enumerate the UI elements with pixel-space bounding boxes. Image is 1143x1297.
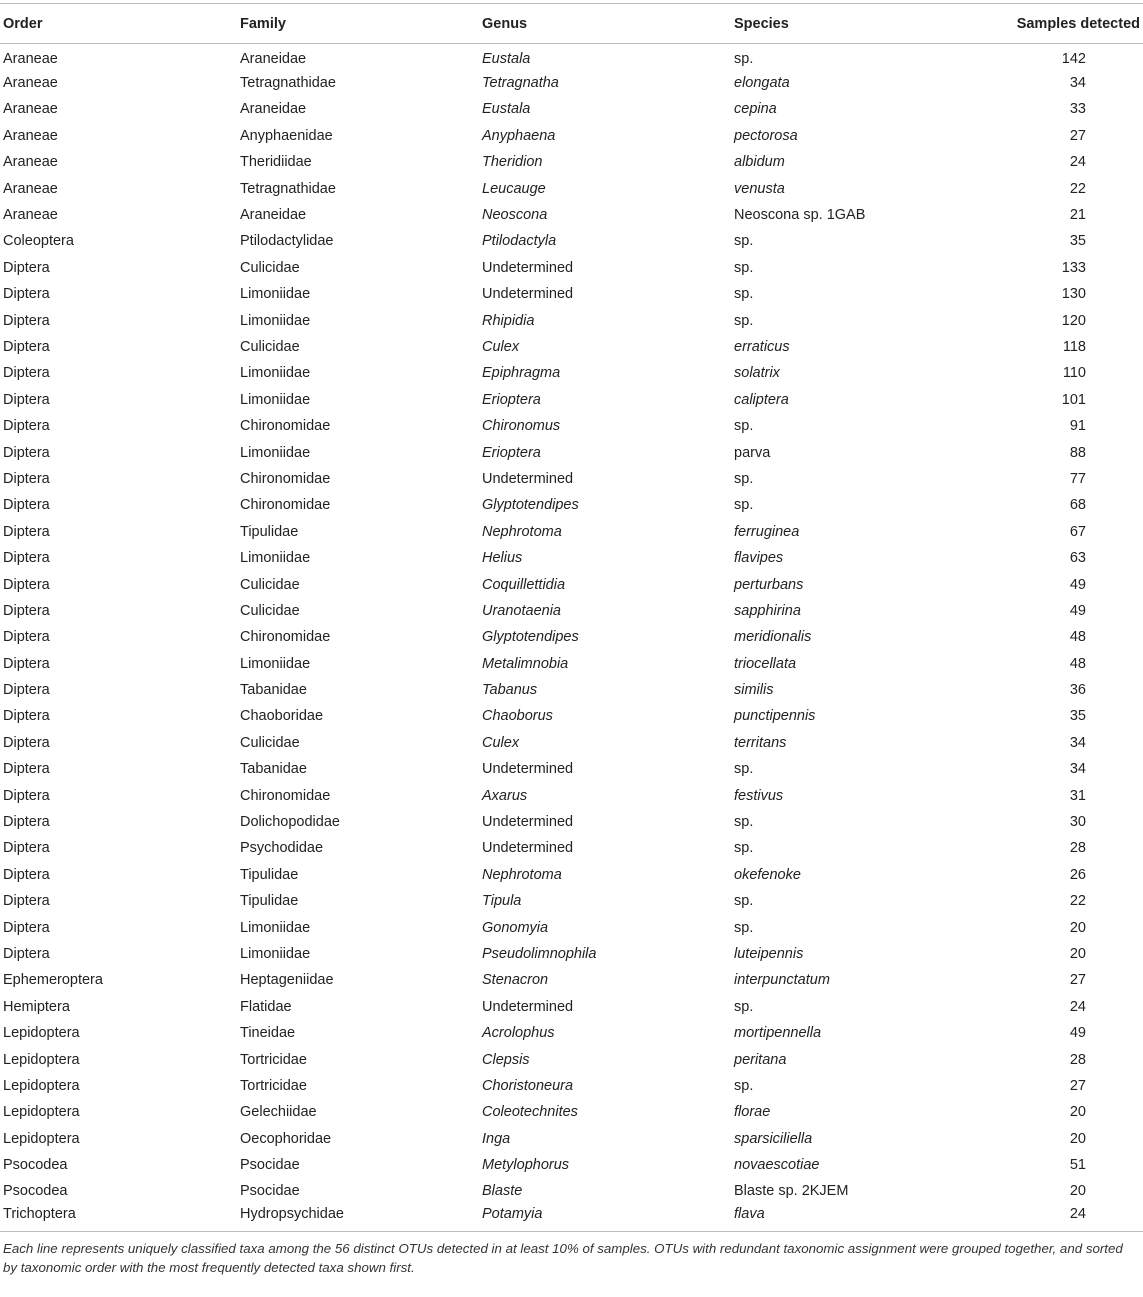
cell-family: Psychodidae (240, 840, 324, 857)
cell-species: sp. (734, 1077, 754, 1094)
table-row (0, 466, 1143, 492)
cell-family: Ptilodactylidae (240, 233, 334, 250)
cell-order: Diptera (3, 945, 50, 962)
cell-family: Tipulidae (240, 893, 299, 910)
cell-genus: Clepsis (482, 1051, 530, 1068)
table-row (0, 835, 1143, 861)
table-row (0, 44, 1143, 70)
cell-order: Araneae (3, 101, 58, 118)
cell-species: flava (734, 1205, 765, 1222)
cell-species: sp. (734, 259, 754, 276)
cell-order: Diptera (3, 312, 50, 329)
cell-genus: Chaoborus (482, 708, 553, 725)
cell-samples-detected: 51 (1069, 1157, 1086, 1174)
cell-order: Diptera (3, 523, 50, 540)
table-row (0, 96, 1143, 122)
cell-family: Limoniidae (240, 365, 311, 382)
cell-samples-detected: 142 (1061, 51, 1086, 68)
table-row (0, 281, 1143, 307)
cell-species: sparsiciliella (734, 1130, 813, 1147)
header-order: Order (3, 15, 43, 32)
cell-order: Diptera (3, 497, 50, 514)
table-row (0, 862, 1143, 888)
cell-species: sp. (734, 840, 754, 857)
table-row (0, 123, 1143, 149)
cell-order: Diptera (3, 840, 50, 857)
cell-genus: Tipula (482, 893, 522, 910)
cell-species: interpunctatum (734, 972, 830, 989)
cell-genus: Choristoneura (482, 1077, 574, 1094)
table-row (0, 1152, 1143, 1178)
cell-samples-detected: 20 (1069, 945, 1086, 962)
cell-genus: Eustala (482, 51, 531, 68)
cell-samples-detected: 110 (1062, 365, 1086, 382)
cell-samples-detected: 30 (1069, 814, 1086, 831)
cell-species: caliptera (734, 391, 789, 408)
cell-genus: Erioptera (482, 391, 541, 408)
header-genus: Genus (482, 15, 528, 32)
cell-family: Tortricidae (240, 1077, 307, 1094)
table-row (0, 1099, 1143, 1125)
cell-species: flavipes (734, 550, 784, 567)
table-row (0, 439, 1143, 465)
cell-family: Theridiidae (240, 154, 312, 171)
cell-species: florae (734, 1104, 771, 1121)
cell-samples-detected: 101 (1061, 391, 1086, 408)
cell-order: Araneae (3, 180, 58, 197)
cell-species: luteipennis (734, 945, 804, 962)
cell-order: Diptera (3, 787, 50, 804)
cell-species: sp. (734, 497, 754, 514)
cell-species: solatrix (734, 365, 780, 382)
table-row (0, 1126, 1143, 1152)
header-family: Family (240, 15, 286, 32)
cell-family: Chironomidae (240, 629, 331, 646)
cell-family: Culicidae (240, 576, 300, 593)
table-row (0, 941, 1143, 967)
cell-genus: Chironomus (482, 418, 561, 435)
cell-order: Diptera (3, 576, 50, 593)
cell-species: sp. (734, 470, 754, 487)
cell-genus: Ptilodactyla (482, 233, 557, 250)
cell-family: Oecophoridae (240, 1130, 332, 1147)
cell-genus: Metylophorus (482, 1157, 570, 1174)
cell-family: Tipulidae (240, 523, 299, 540)
table-row (0, 1073, 1143, 1099)
cell-samples-detected: 36 (1069, 682, 1086, 699)
cell-samples-detected: 34 (1069, 75, 1086, 92)
table-row (0, 545, 1143, 571)
cell-species: sp. (734, 919, 754, 936)
cell-family: Limoniidae (240, 286, 311, 303)
cell-species: erraticus (734, 338, 790, 355)
cell-family: Tabanidae (240, 682, 307, 699)
cell-samples-detected: 48 (1069, 629, 1086, 646)
cell-genus: Neoscona (482, 207, 548, 224)
cell-family: Tineidae (240, 1025, 296, 1042)
cell-family: Gelechiidae (240, 1104, 317, 1121)
cell-genus: Culex (482, 338, 520, 355)
cell-samples-detected: 24 (1069, 1205, 1086, 1222)
cell-genus: Blaste (482, 1183, 523, 1200)
cell-genus: Tetragnatha (482, 75, 559, 92)
cell-genus: Glyptotendipes (482, 629, 579, 646)
cell-samples-detected: 49 (1069, 576, 1086, 593)
cell-family: Tortricidae (240, 1051, 307, 1068)
cell-order: Diptera (3, 629, 50, 646)
cell-genus: Pseudolimnophila (482, 945, 597, 962)
cell-genus: Nephrotoma (482, 523, 562, 540)
cell-order: Diptera (3, 682, 50, 699)
cell-genus: Tabanus (482, 682, 538, 699)
cell-family: Limoniidae (240, 550, 311, 567)
cell-family: Psocidae (240, 1157, 300, 1174)
cell-samples-detected: 120 (1061, 312, 1086, 329)
cell-family: Culicidae (240, 602, 300, 619)
cell-genus: Stenacron (482, 972, 549, 989)
cell-order: Hemiptera (3, 998, 70, 1015)
cell-species: sp. (734, 233, 754, 250)
cell-species: triocellata (734, 655, 797, 672)
header-row (0, 4, 1143, 44)
cell-samples-detected: 67 (1069, 523, 1086, 540)
cell-genus: Coleotechnites (482, 1104, 578, 1121)
cell-species: sp. (734, 51, 754, 68)
table-row (0, 571, 1143, 597)
cell-samples-detected: 26 (1069, 866, 1086, 883)
cell-order: Diptera (3, 893, 50, 910)
cell-order: Diptera (3, 708, 50, 725)
table-row (0, 228, 1143, 254)
cell-genus: Erioptera (482, 444, 541, 461)
cell-species: sp. (734, 761, 754, 778)
table-row (0, 1205, 1143, 1231)
cell-order: Diptera (3, 391, 50, 408)
cell-family: Chironomidae (240, 497, 331, 514)
cell-family: Anyphaenidae (240, 127, 333, 144)
cell-order: Ephemeroptera (3, 972, 103, 989)
cell-species: sp. (734, 418, 754, 435)
cell-genus: Undetermined (482, 998, 574, 1015)
cell-family: Heptageniidae (240, 972, 334, 989)
cell-genus: Coquillettidia (482, 576, 566, 593)
table-row (0, 914, 1143, 940)
cell-samples-detected: 28 (1069, 1051, 1086, 1068)
cell-family: Tipulidae (240, 866, 299, 883)
cell-genus: Undetermined (482, 470, 574, 487)
cell-order: Araneae (3, 75, 58, 92)
cell-species: sp. (734, 312, 754, 329)
cell-genus: Gonomyia (482, 919, 549, 936)
cell-species: punctipennis (734, 708, 816, 725)
table-row (0, 756, 1143, 782)
table-row (0, 730, 1143, 756)
table-row (0, 492, 1143, 518)
table-row (0, 387, 1143, 413)
cell-family: Chaoboridae (240, 708, 324, 725)
cell-family: Chironomidae (240, 470, 331, 487)
cell-family: Limoniidae (240, 444, 311, 461)
cell-genus: Nephrotoma (482, 866, 562, 883)
cell-samples-detected: 20 (1069, 1183, 1086, 1200)
cell-species: pectorosa (734, 127, 798, 144)
cell-genus: Undetermined (482, 286, 574, 303)
cell-genus: Metalimnobia (482, 655, 569, 672)
cell-samples-detected: 24 (1069, 154, 1086, 171)
cell-samples-detected: 27 (1069, 972, 1086, 989)
cell-species: sapphirina (734, 602, 801, 619)
cell-samples-detected: 28 (1069, 840, 1086, 857)
table-row (0, 1020, 1143, 1046)
cell-family: Culicidae (240, 338, 300, 355)
cell-genus: Uranotaenia (482, 602, 561, 619)
cell-order: Araneae (3, 207, 58, 224)
cell-species: venusta (734, 180, 785, 197)
cell-order: Diptera (3, 814, 50, 831)
cell-genus: Theridion (482, 154, 543, 171)
cell-species: festivus (734, 787, 784, 804)
cell-samples-detected: 77 (1069, 470, 1086, 487)
cell-family: Araneidae (240, 207, 307, 224)
table-row (0, 1046, 1143, 1072)
table-body (0, 44, 1143, 1232)
cell-order: Lepidoptera (3, 1077, 80, 1094)
table-row (0, 202, 1143, 228)
table-row (0, 307, 1143, 333)
table-row (0, 809, 1143, 835)
cell-species: sp. (734, 998, 754, 1015)
cell-family: Dolichopodidae (240, 814, 340, 831)
cell-family: Hydropsychidae (240, 1205, 344, 1222)
cell-family: Culicidae (240, 734, 300, 751)
cell-family: Tabanidae (240, 761, 307, 778)
cell-order: Lepidoptera (3, 1130, 80, 1147)
cell-family: Limoniidae (240, 312, 311, 329)
cell-order: Araneae (3, 154, 58, 171)
cell-order: Diptera (3, 259, 50, 276)
cell-samples-detected: 118 (1062, 338, 1086, 355)
table-row (0, 175, 1143, 201)
cell-family: Chironomidae (240, 418, 331, 435)
cell-samples-detected: 34 (1069, 761, 1086, 778)
cell-genus: Rhipidia (482, 312, 535, 329)
cell-genus: Inga (482, 1130, 511, 1147)
cell-species: Blaste sp. 2KJEM (734, 1183, 849, 1200)
header-species: Species (734, 15, 789, 32)
cell-samples-detected: 20 (1069, 1130, 1086, 1147)
cell-family: Limoniidae (240, 945, 311, 962)
cell-family: Flatidae (240, 998, 292, 1015)
cell-samples-detected: 21 (1069, 207, 1086, 224)
cell-order: Diptera (3, 444, 50, 461)
cell-samples-detected: 49 (1069, 1025, 1086, 1042)
cell-species: perturbans (734, 576, 804, 593)
taxa-table (0, 3, 1143, 1232)
cell-order: Diptera (3, 338, 50, 355)
cell-genus: Culex (482, 734, 520, 751)
table-row (0, 624, 1143, 650)
header-samples-detected: Samples detected (1016, 15, 1140, 32)
table-row (0, 519, 1143, 545)
table-row (0, 650, 1143, 676)
cell-samples-detected: 49 (1069, 602, 1086, 619)
cell-samples-detected: 22 (1069, 180, 1086, 197)
cell-species: similis (734, 682, 774, 699)
cell-samples-detected: 20 (1069, 1104, 1086, 1121)
cell-species: meridionalis (734, 629, 812, 646)
cell-species: parva (734, 444, 771, 461)
cell-genus: Epiphragma (482, 365, 561, 382)
table-row (0, 149, 1143, 175)
cell-genus: Anyphaena (482, 127, 556, 144)
cell-species: ferruginea (734, 523, 800, 540)
cell-family: Limoniidae (240, 391, 311, 408)
cell-species: territans (734, 734, 787, 751)
cell-samples-detected: 22 (1069, 893, 1086, 910)
table-row (0, 70, 1143, 96)
cell-order: Diptera (3, 550, 50, 567)
table-row (0, 413, 1143, 439)
cell-family: Culicidae (240, 259, 300, 276)
cell-genus: Undetermined (482, 814, 574, 831)
cell-order: Araneae (3, 51, 58, 68)
cell-samples-detected: 48 (1069, 655, 1086, 672)
cell-order: Coleoptera (3, 233, 74, 250)
cell-samples-detected: 31 (1069, 787, 1086, 804)
table-row (0, 360, 1143, 386)
cell-genus: Eustala (482, 101, 531, 118)
table-row (0, 703, 1143, 729)
cell-order: Diptera (3, 286, 50, 303)
cell-samples-detected: 35 (1069, 708, 1086, 725)
cell-samples-detected: 130 (1061, 286, 1086, 303)
cell-species: cepina (734, 101, 777, 118)
cell-order: Lepidoptera (3, 1025, 80, 1042)
cell-species: peritana (734, 1051, 787, 1068)
cell-family: Araneidae (240, 51, 307, 68)
cell-family: Chironomidae (240, 787, 331, 804)
cell-order: Diptera (3, 655, 50, 672)
cell-samples-detected: 133 (1061, 259, 1086, 276)
cell-order: Psocodea (3, 1183, 68, 1200)
table-row (0, 255, 1143, 281)
cell-family: Limoniidae (240, 919, 311, 936)
table-row (0, 967, 1143, 993)
table-row (0, 888, 1143, 914)
cell-family: Tetragnathidae (240, 75, 336, 92)
cell-genus: Glyptotendipes (482, 497, 579, 514)
cell-species: sp. (734, 286, 754, 303)
table-row (0, 994, 1143, 1020)
cell-order: Araneae (3, 127, 58, 144)
cell-species: mortipennella (734, 1025, 822, 1042)
cell-samples-detected: 35 (1069, 233, 1086, 250)
table-row (0, 782, 1143, 808)
cell-order: Diptera (3, 365, 50, 382)
cell-samples-detected: 63 (1069, 550, 1086, 567)
cell-genus: Undetermined (482, 761, 574, 778)
cell-order: Diptera (3, 602, 50, 619)
table-header (0, 4, 1143, 44)
cell-genus: Axarus (482, 787, 528, 804)
cell-genus: Acrolophus (482, 1025, 555, 1042)
cell-genus: Leucauge (482, 180, 546, 197)
cell-family: Psocidae (240, 1183, 300, 1200)
cell-species: novaescotiae (734, 1157, 820, 1174)
cell-species: okefenoke (734, 866, 801, 883)
cell-family: Araneidae (240, 101, 307, 118)
cell-species: albidum (734, 154, 785, 171)
cell-order: Diptera (3, 919, 50, 936)
table-row (0, 1178, 1143, 1204)
cell-species: sp. (734, 814, 754, 831)
cell-samples-detected: 20 (1069, 919, 1086, 936)
table-row (0, 334, 1143, 360)
cell-order: Diptera (3, 470, 50, 487)
cell-samples-detected: 91 (1069, 418, 1086, 435)
cell-samples-detected: 27 (1069, 1077, 1086, 1094)
cell-species: elongata (734, 75, 790, 92)
table-row (0, 598, 1143, 624)
cell-order: Lepidoptera (3, 1104, 80, 1121)
cell-samples-detected: 68 (1069, 497, 1086, 514)
cell-order: Lepidoptera (3, 1051, 80, 1068)
cell-samples-detected: 27 (1069, 127, 1086, 144)
cell-order: Psocodea (3, 1157, 68, 1174)
cell-family: Tetragnathidae (240, 180, 336, 197)
cell-order: Diptera (3, 418, 50, 435)
cell-genus: Undetermined (482, 259, 574, 276)
cell-family: Limoniidae (240, 655, 311, 672)
cell-species: sp. (734, 893, 754, 910)
cell-order: Diptera (3, 866, 50, 883)
cell-order: Diptera (3, 761, 50, 778)
cell-order: Trichoptera (3, 1205, 76, 1222)
cell-genus: Potamyia (482, 1205, 543, 1222)
cell-samples-detected: 24 (1069, 998, 1086, 1015)
cell-samples-detected: 34 (1069, 734, 1086, 751)
cell-samples-detected: 88 (1069, 444, 1086, 461)
cell-genus: Undetermined (482, 840, 574, 857)
cell-species: Neoscona sp. 1GAB (734, 207, 866, 224)
cell-genus: Helius (482, 550, 523, 567)
table-row (0, 677, 1143, 703)
cell-samples-detected: 33 (1069, 101, 1086, 118)
table-footnote: Each line represents uniquely classified taxa among the 56 distinct OTUs detected in at least 10% of samples. OTUs with redundant taxonomic assignment were grouped together, and sorted by taxonomic order with the most frequently detected taxa shown first. (3, 1240, 1123, 1275)
cell-order: Diptera (3, 734, 50, 751)
